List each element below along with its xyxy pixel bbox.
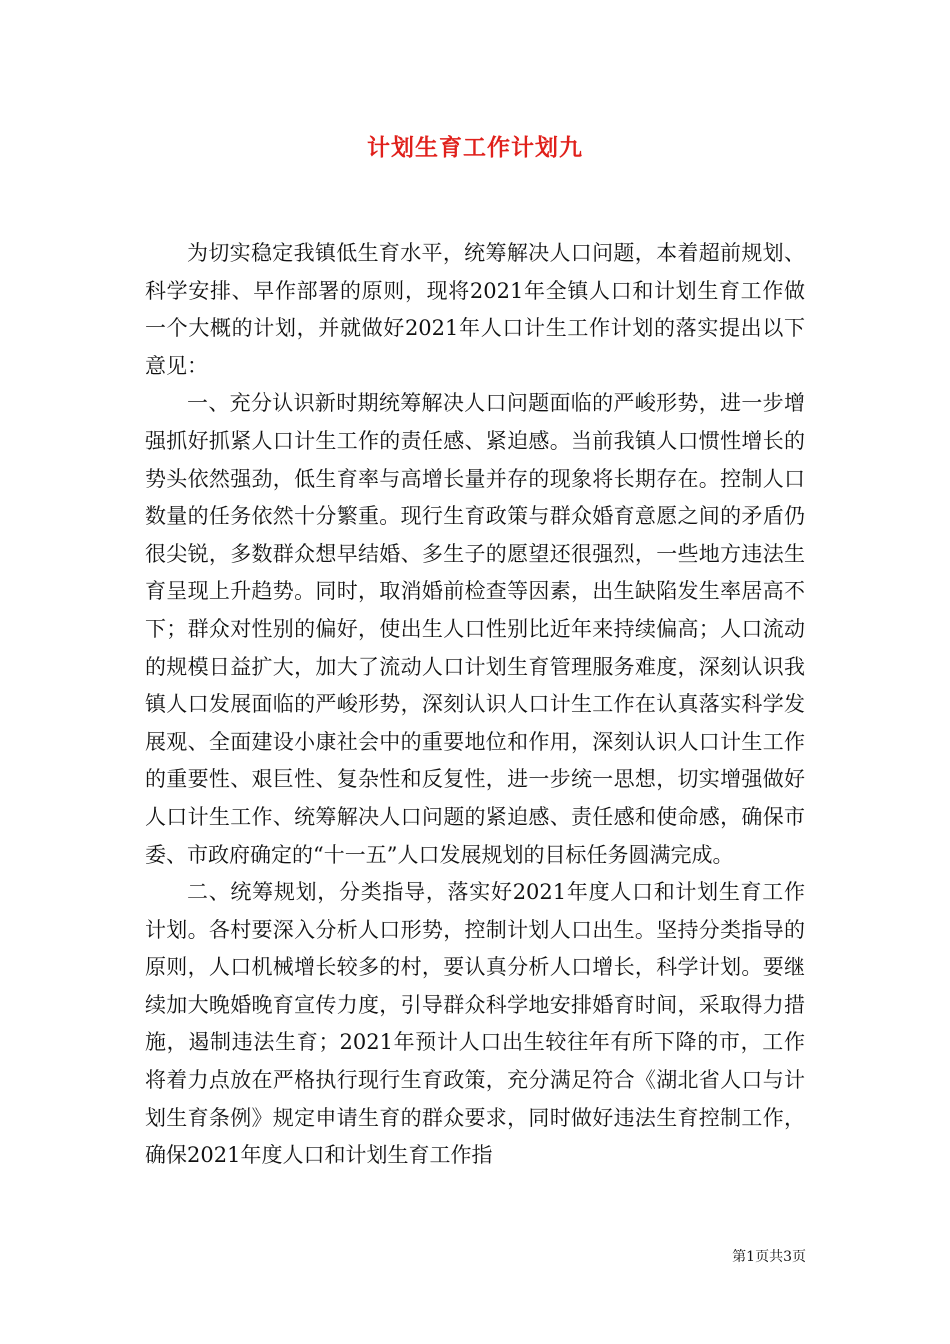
paragraph-section-two: 二、统筹规划，分类指导，落实好2021年度人口和计划生育工作计划。各村要深入分析人口形势，控制计划人口出生。坚持分类指导的原则，人口机械增长较多的村，要认真分析人口增长，科学计划。要继续加大晚婚晚育宣传力度，引导群众科学地安排婚育时间，采取得力措施，遏制违法生育；2021年预计人口出生较往年有所下降的市，工作将着力点放在严格执行现行生育政策，充分满足符合《湖北省人口与计划生育条例》规定申请生育的群众要求，同时做好违法生育控制工作，确保2021年度人口和计划生育工作指 [145,880,805,1168]
document-title: 计划生育工作计划九 [367,134,583,161]
document-body [145,235,805,1175]
paragraph-section-one: 一、充分认识新时期统筹解决人口问题面临的严峻形势，进一步增强抓好抓紧人口计生工作的责任感、紧迫感。当前我镇人口惯性增长的势头依然强劲，低生育率与高增长量并存的现象将长期存在。控制人口数量的任务依然十分繁重。现行生育政策与群众婚育意愿之间的矛盾仍很尖锐，多数群众想早结婚、多生子的愿望还很强烈，一些地方违法生育呈现上升趋势。同时，取消婚前检查等因素，出生缺陷发生率居高不下；群众对性别的偏好，使出生人口性别比近年来持续偏高；人口流动的规模日益扩大，加大了流动人口计划生育管理服务难度，深刻认识我镇人口发展面临的严峻形势，深刻认识人口计生工作在认真落实科学发展观、全面建设小康社会中的重要地位和作用，深刻认识人口计生工作的重要性、艰巨性、复杂性和反复性，进一步统一思想，切实增强做好人口计生工作、统筹解决人口问题的紧迫感、责任感和使命感，确保市委、市政府确定的“十一五”人口发展规划的目标任务圆满完成。 [145,391,805,867]
page-number-footer: 第1页共3页 [732,1249,806,1265]
paragraph-intro: 为切实稳定我镇低生育水平，统筹解决人口问题，本着超前规划、科学安排、早作部署的原则，现将2021年全镇人口和计划生育工作做一个大概的计划，并就做好2021年人口计生工作计划的落实提出以下意见： [145,241,805,378]
